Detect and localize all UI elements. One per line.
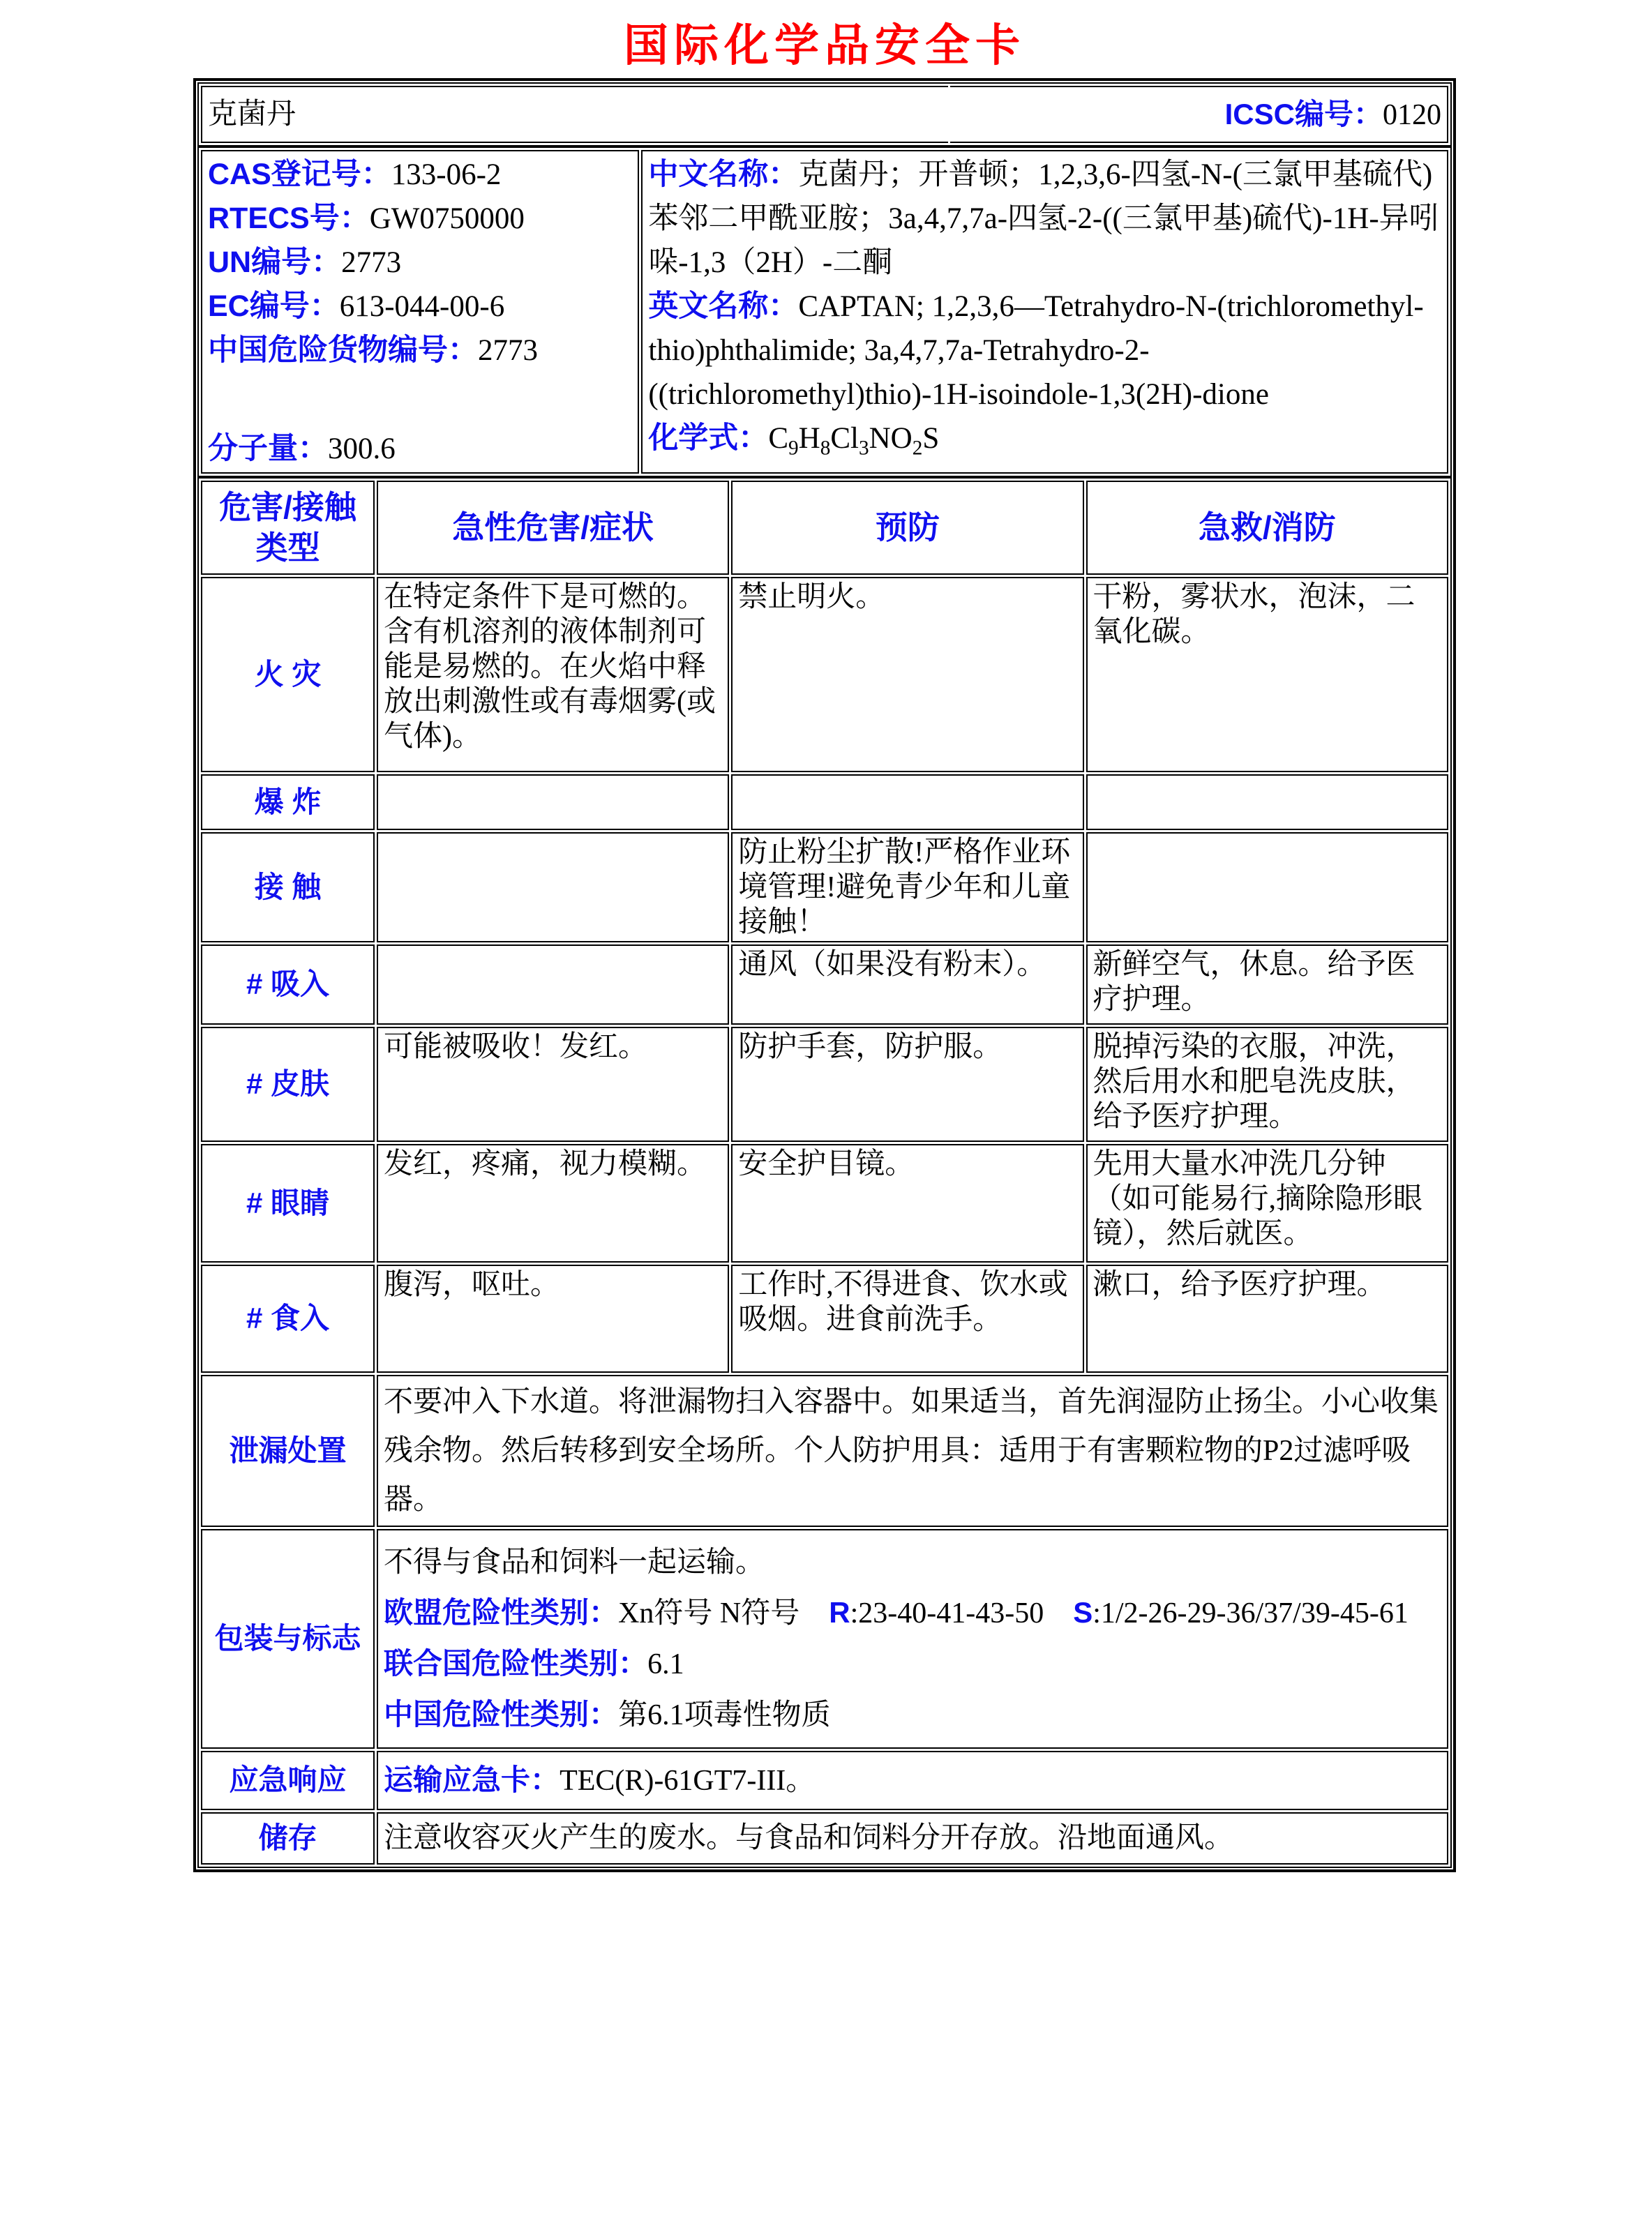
packaging-transport: 不得与食品和饲料一起运输。 [384, 1546, 765, 1579]
row-label-exposure: 接 触 [201, 832, 375, 942]
un-value: 2773 [341, 246, 402, 279]
spill-text: 不要冲入下水道。将泄漏物扫入容器中。如果适当，首先润湿防止扬尘。小心收集残余物。然后转移到安全场所。个人防护用具：适用于有害颗粒物的P2过滤呼吸器。 [377, 1375, 1448, 1527]
identifiers-row [201, 150, 1448, 474]
col-header-symptoms: 急性危害/症状 [377, 481, 729, 575]
cas-number [208, 153, 632, 197]
packaging-eu-class [384, 1588, 1441, 1639]
eyes-prevention: 安全护目镜。 [731, 1144, 1083, 1263]
packaging-cell [377, 1529, 1448, 1749]
col-header-prevention: 预防 [731, 481, 1083, 575]
row-label-emergency: 应急响应 [201, 1751, 375, 1810]
chemical-name: 克菌丹 [201, 86, 948, 143]
fire-symptoms: 在特定条件下是可燃的。含有机溶剂的液体制剂可能是易燃的。在火焰中释放出刺激性或有毒烟雾(或气体)。 [377, 577, 729, 772]
row-explosion [201, 774, 1448, 830]
row-label-skin: # 皮肤 [201, 1027, 375, 1142]
chinese-name-label: 中文名称： [648, 158, 799, 191]
cn-class-label: 中国危险性类别： [384, 1697, 619, 1731]
transport-card-value: TEC(R)-61GT7-III。 [560, 1764, 816, 1797]
mw-label: 分子量： [208, 431, 328, 465]
ec-number [208, 285, 632, 329]
cn-dg-value: 2773 [478, 334, 538, 367]
inhalation-response: 新鲜空气，休息。给予医疗护理。 [1086, 944, 1448, 1025]
formula-value: $C_9H_8Cl_3NO_2S$ [768, 422, 940, 460]
un-label: UN编号： [208, 246, 342, 279]
emergency-cell [377, 1751, 1448, 1810]
row-fire [201, 577, 1448, 772]
un-class-label: 联合国危险性类别： [384, 1646, 648, 1680]
row-emergency [201, 1751, 1448, 1810]
row-spill [201, 1375, 1448, 1527]
inhalation-symptoms [377, 944, 729, 1025]
row-label-explosion: 爆 炸 [201, 774, 375, 830]
safety-card [193, 78, 1456, 1872]
row-inhalation [201, 944, 1448, 1025]
row-ingestion [201, 1265, 1448, 1373]
packaging-un-class [384, 1639, 1441, 1689]
cas-value: 133-06-2 [391, 158, 502, 191]
icsc-number-value: 0120 [1383, 98, 1441, 131]
packaging-cn-class [384, 1689, 1441, 1740]
explosion-response [1086, 774, 1448, 830]
transport-card-label: 运输应急卡： [384, 1763, 560, 1796]
rtecs-number [208, 197, 632, 241]
names-cell [641, 150, 1448, 474]
icsc-number-cell [950, 86, 1448, 143]
mw-value: 300.6 [328, 432, 396, 465]
ec-value: 613-044-00-6 [339, 290, 505, 323]
row-label-storage: 储存 [201, 1812, 375, 1865]
row-exposure [201, 832, 1448, 942]
exposure-prevention: 防止粉尘扩散!严格作业环境管理!避免青少年和儿童接触！ [731, 832, 1083, 942]
r-phrase-value: :23-40-41-43-50 [850, 1597, 1044, 1629]
row-label-spill: 泄漏处置 [201, 1375, 375, 1527]
exposure-response [1086, 832, 1448, 942]
rtecs-label: RTECS号： [208, 202, 370, 235]
english-name [648, 285, 1441, 416]
registry-numbers-cell [201, 150, 639, 474]
exposure-symptoms [377, 832, 729, 942]
row-packaging [201, 1529, 1448, 1749]
row-label-inhalation: # 吸入 [201, 944, 375, 1025]
english-name-value: CAPTAN; 1,2,3,6—Tetrahydro-N-(trichloromethyl- thio)phthalimide; 3a,4,7,7a-Tetrahydro-2-((trichloromethyl)thio)-1H-isoindole-1,3(2H)-dione [648, 290, 1424, 411]
storage-text: 注意收容灭火产生的废水。与食品和饲料分开存放。沿地面通风。 [377, 1812, 1448, 1865]
inhalation-prevention: 通风（如果没有粉末）。 [731, 944, 1083, 1025]
chinese-name-value: 克菌丹；开普顿；1,2,3,6-四氢-N-(三氯甲基硫代)苯邻二甲酰亚胺；3a,4,7,7a-四氢-2-((三氯甲基)硫代)-1H-异吲哚-1,3（2H）-二酮 [648, 158, 1439, 279]
s-phrase-label: S [1073, 1595, 1093, 1629]
s-phrase-value: :1/2-26-29-36/37/39-45-61 [1092, 1597, 1409, 1629]
row-label-packaging: 包装与标志 [201, 1529, 375, 1749]
cn-class-value: 第6.1项毒性物质 [618, 1699, 831, 1731]
row-label-eyes: # 眼睛 [201, 1144, 375, 1263]
explosion-prevention [731, 774, 1083, 830]
r-phrase-label: R [829, 1595, 850, 1629]
col-header-hazard-type: 危害/接触类型 [201, 481, 375, 575]
header-table [197, 82, 1452, 146]
hazard-table [197, 477, 1452, 1868]
row-skin [201, 1027, 1448, 1142]
row-eyes [201, 1144, 1448, 1263]
skin-response: 脱掉污染的衣服，冲洗，然后用水和肥皂洗皮肤，给予医疗护理。 [1086, 1027, 1448, 1142]
skin-symptoms: 可能被吸收！发红。 [377, 1027, 729, 1142]
un-number [208, 241, 632, 285]
ingestion-symptoms: 腹泻，呕吐。 [377, 1265, 729, 1373]
fire-response: 干粉，雾状水，泡沫，二氧化碳。 [1086, 577, 1448, 772]
fire-prevention: 禁止明火。 [731, 577, 1083, 772]
chinese-name [648, 153, 1441, 285]
registry-numbers [208, 153, 632, 471]
page-title: 国际化学品安全卡 [624, 20, 1026, 70]
rtecs-value: GW0750000 [369, 202, 525, 235]
header-row [201, 86, 1448, 143]
row-label-fire: 火 灾 [201, 577, 375, 772]
cn-dg-label: 中国危险货物编号： [208, 333, 478, 367]
skin-prevention: 防护手套，防护服。 [731, 1027, 1083, 1142]
icsc-number-label: ICSC编号： [1224, 97, 1383, 130]
spacer [208, 372, 632, 427]
chemical-formula [648, 416, 1441, 471]
col-header-response: 急救/消防 [1086, 481, 1448, 575]
ingestion-response: 漱口，给予医疗护理。 [1086, 1265, 1448, 1373]
hazard-header-row [201, 481, 1448, 575]
row-storage [201, 1812, 1448, 1865]
row-label-ingestion: # 食入 [201, 1265, 375, 1373]
explosion-symptoms [377, 774, 729, 830]
formula-label: 化学式： [648, 421, 769, 455]
ingestion-prevention: 工作时,不得进食、饮水或吸烟。进食前洗手。 [731, 1265, 1083, 1373]
eyes-response: 先用大量水冲洗几分钟（如可能易行,摘除隐形眼镜），然后就医。 [1086, 1144, 1448, 1263]
english-name-label: 英文名称： [648, 289, 799, 323]
cas-label: CAS登记号： [208, 158, 391, 191]
eu-class-label: 欧盟危险性类别： [384, 1595, 619, 1629]
cn-dangerous-goods-number [208, 329, 632, 372]
eyes-symptoms: 发红，疼痛，视力模糊。 [377, 1144, 729, 1263]
molecular-weight [208, 427, 632, 471]
un-class-value: 6.1 [647, 1648, 684, 1680]
eu-symbols: Xn符号 N符号 [618, 1597, 800, 1629]
ec-label: EC编号： [208, 289, 340, 323]
identifiers-table [197, 146, 1452, 477]
